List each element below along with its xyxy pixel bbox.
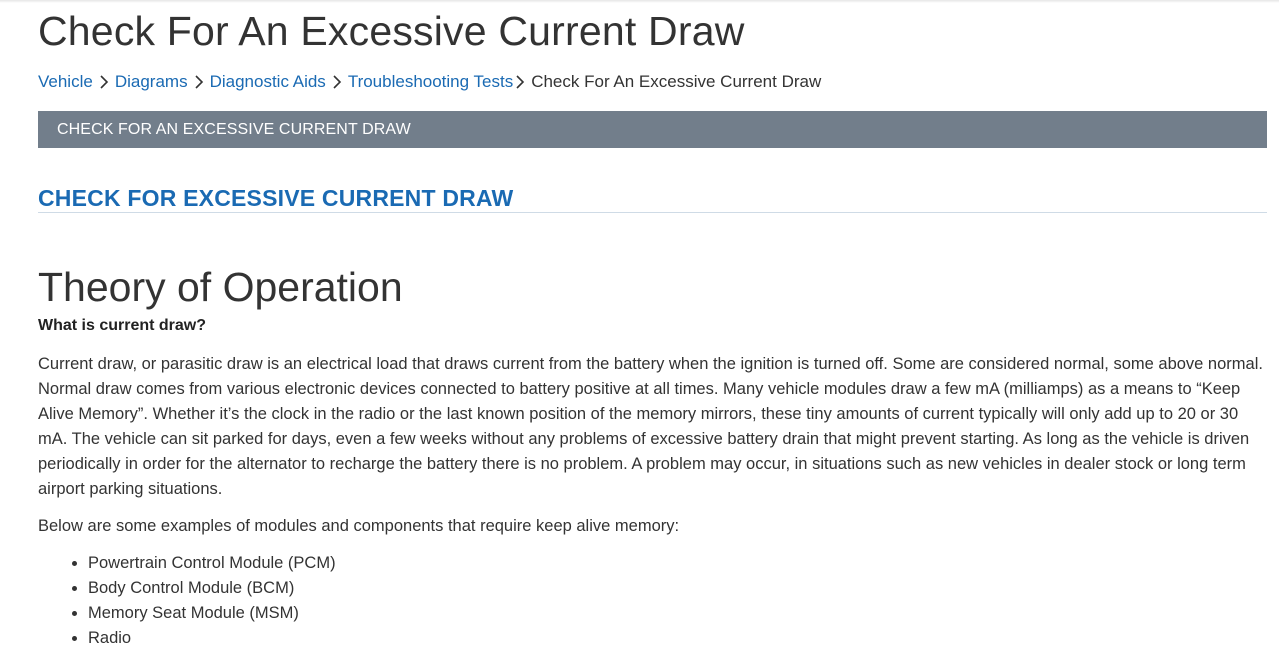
list-item: • Memory Seat Module (MSM) (88, 601, 1267, 626)
theory-heading: Theory of Operation (38, 264, 403, 310)
section-bar: CHECK FOR AN EXCESSIVE CURRENT DRAW (38, 111, 1267, 148)
chevron-right-icon (326, 73, 348, 91)
list-item: • Body Control Module (BCM) (88, 576, 1267, 601)
breadcrumb-link-diagrams[interactable]: Diagrams (114, 72, 188, 91)
body-paragraph: Current draw, or parasitic draw is an electrical load that draws current from the battery when the ignition is turned off. Some are considered normal, some above normal. Normal draw comes from various electronic devices connected to battery positive at all times. Many vehicle modules draw a few mA (milliamps) as a means to “Keep Alive Memory”. Whether it’s the clock in the radio or the last known position of the memory mirrors, these tiny amounts of current typically will only add up to 20 or 30 mA. The vehicle can sit parked for days, even a few weeks without any problems of excessive battery drain that might prevent starting. As long as the vehicle is driven periodically in order for the alternator to recharge the battery there is no problem. A problem may occur, in situations such as new vehicles in dealer stock or long term airport parking situations. (38, 355, 1263, 498)
question-heading: What is current draw? (38, 317, 207, 334)
breadcrumb (38, 71, 1267, 93)
modules-intro: Below are some examples of modules and components that require keep alive memory: (38, 517, 680, 535)
list-item: • Powertrain Control Module (PCM) (88, 551, 1267, 576)
breadcrumb-current: Check For An Excessive Current Draw (531, 72, 822, 91)
breadcrumb-link-vehicle[interactable]: Vehicle (38, 72, 93, 91)
breadcrumb-link-troubleshooting-tests[interactable]: Troubleshooting Tests (347, 72, 514, 91)
module-list (38, 551, 1267, 651)
top-shadow (0, 0, 1279, 3)
section-sub-heading: CHECK FOR EXCESSIVE CURRENT DRAW (38, 185, 1267, 213)
chevron-right-icon (188, 73, 210, 91)
chevron-right-icon (513, 73, 531, 91)
list-item: • Radio (88, 626, 1267, 651)
chevron-right-icon (93, 73, 115, 91)
breadcrumb-link-diagnostic-aids[interactable]: Diagnostic Aids (209, 72, 326, 91)
page-title: Check For An Excessive Current Draw (38, 8, 745, 54)
